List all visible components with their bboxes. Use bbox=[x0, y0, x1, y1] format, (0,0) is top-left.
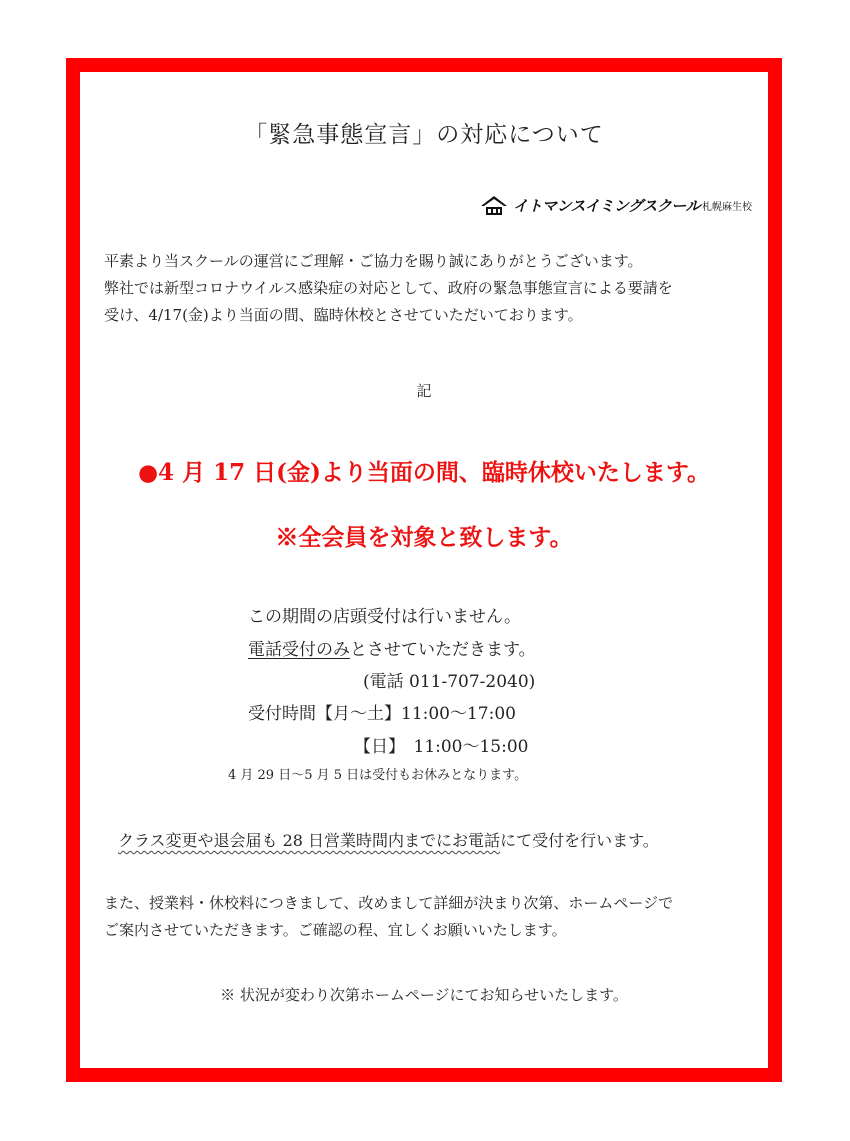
notice-title: 「緊急事態宣言」の対応について bbox=[244, 122, 604, 148]
notice-frame bbox=[66, 58, 782, 1082]
no-counter-reception: この期間の店頭受付は行いません。 bbox=[248, 607, 522, 627]
fees-line: また、授業料・休校料につきまして、改めまして詳細が決まり次第、ホームページで bbox=[104, 894, 674, 912]
logo-branch: 札幌麻生校 bbox=[702, 201, 752, 213]
phone-only-line bbox=[248, 635, 536, 660]
class-change-emphasis: クラス変更や退会届も 28 日営業時間内までにお電話 bbox=[118, 831, 501, 850]
fees-paragraph bbox=[104, 890, 673, 944]
intro-line: 平素より当スクールの運営にご理解・ご協力を賜り誠にありがとうございます。 bbox=[104, 252, 643, 270]
house-logo-icon bbox=[479, 194, 509, 216]
class-change-rest: にて受付を行います。 bbox=[500, 831, 659, 850]
phone-only-rest: とさせていただきます。 bbox=[350, 640, 536, 660]
intro-line: 受け、4/17(金)より当面の間、臨時休校とさせていただいております。 bbox=[104, 306, 583, 324]
phone-number: (電話 011-707-2040) bbox=[363, 672, 536, 692]
class-change-notice bbox=[118, 828, 659, 851]
phone-only-emphasis: 電話受付のみ bbox=[248, 640, 350, 660]
hours-sunday: 【日】 11:00～15:00 bbox=[354, 737, 529, 757]
holiday-note: 4 月 29 日～5 月 5 日は受付もお休みとなります。 bbox=[228, 768, 528, 783]
logo-name: イトマンスイミングスクール bbox=[512, 196, 700, 215]
fees-line: ご案内させていただきます。ご確認の程、宜しくお願いいたします。 bbox=[104, 921, 567, 939]
hours-weekday: 受付時間【月～土】11:00～17:00 bbox=[248, 704, 516, 724]
final-note: ※ 状況が変わり次第ホームページにてお知らせいたします。 bbox=[220, 986, 628, 1004]
all-members-notice: ※全会員を対象と致します。 bbox=[275, 524, 573, 551]
school-logo bbox=[479, 194, 752, 216]
ki-heading: 記 bbox=[416, 382, 432, 400]
intro-paragraph bbox=[104, 248, 764, 329]
closure-headline: ●4 月 17 日(金)より当面の間、臨時休校いたします。 bbox=[137, 459, 711, 486]
intro-line: 弊社では新型コロナウイルス感染症の対応として、政府の緊急事態宣言による要請を bbox=[104, 279, 673, 297]
